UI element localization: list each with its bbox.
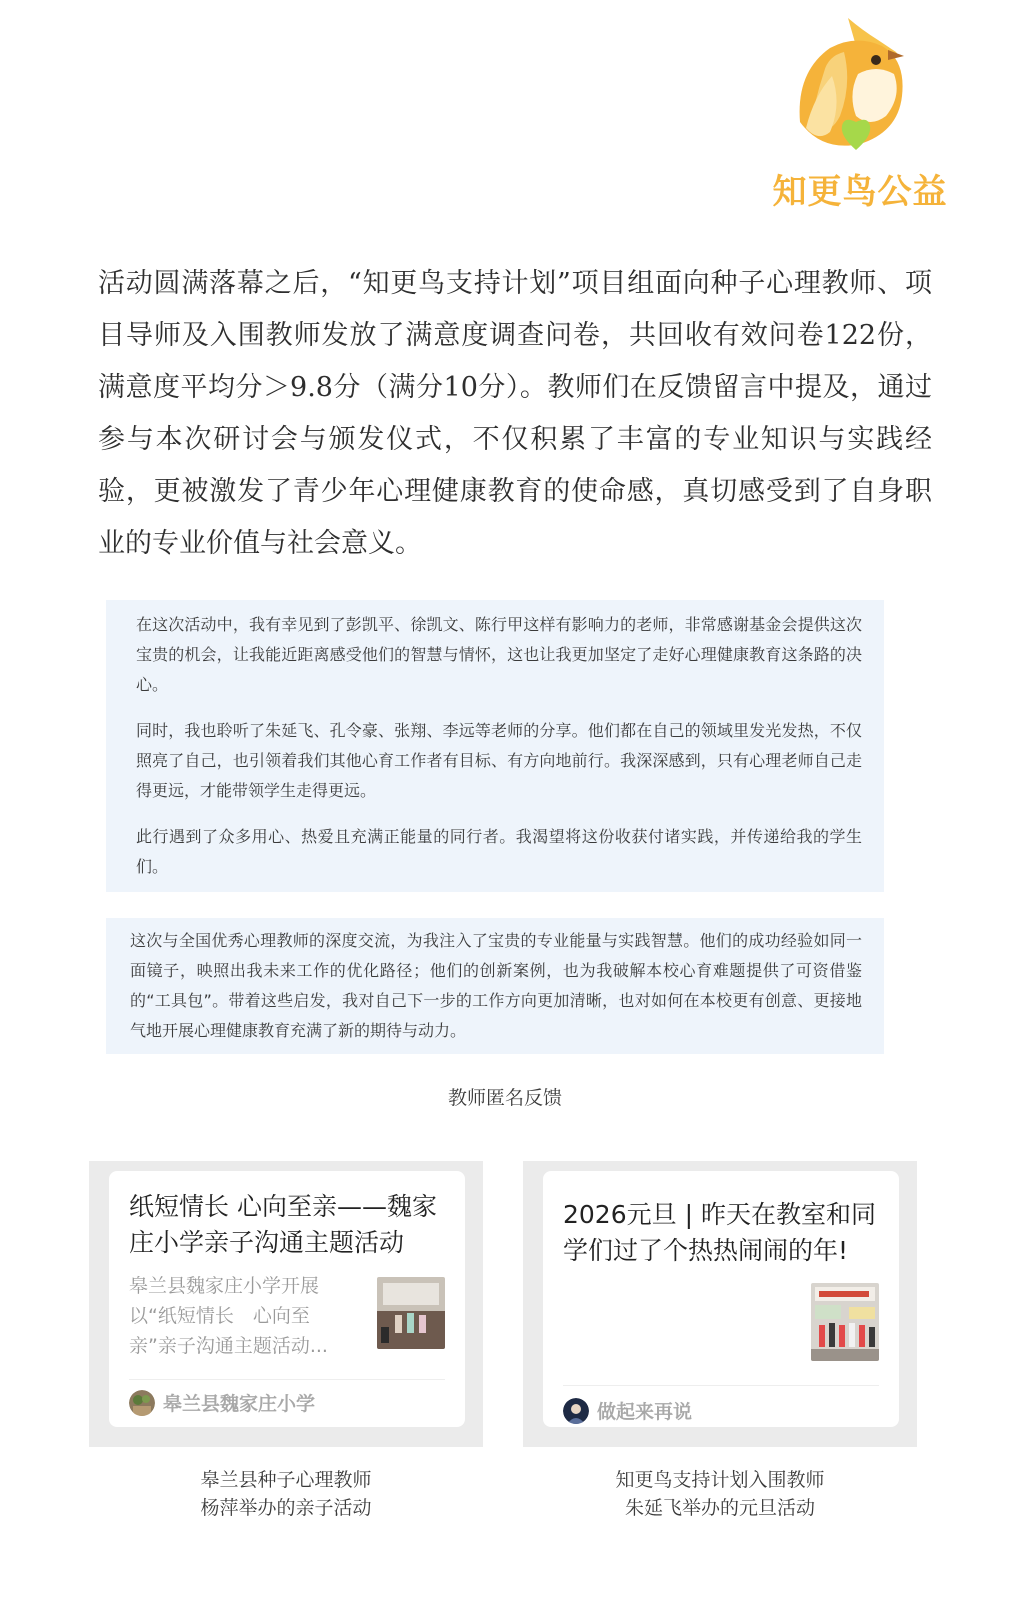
card-divider <box>129 1379 445 1380</box>
card-divider <box>563 1385 879 1386</box>
main-paragraph: 活动圆满落幕之后，“知更鸟支持计划”项目组面向种子心理教师、项目导师及入围教师发放了满意度调查问卷，共回收有效问卷122份，满意度平均分＞9.8分（满分10分）。教师们在反馈留言中提及，通过参与本次研讨会与颁发仪式，不仅积累了丰富的专业知识与实践经验，更被激发了青少年心理健康教育的使命感，真切感受到了自身职业的专业价值与社会意义。 <box>98 268 932 559</box>
avatar <box>129 1390 155 1416</box>
article-card-title[interactable]: 2026元旦 | 昨天在教室和同学们过了个热热闹闹的年! <box>563 1200 876 1265</box>
article-author[interactable] <box>129 1389 315 1416</box>
robin-bird-heart-icon <box>770 12 950 172</box>
feedback-quote-paragraph: 同时，我也聆听了朱延飞、孔令豪、张翔、李远等老师的分享。他们都在自己的领域里发光发热，不仅照亮了自己，也引领着我们其他心育工作者有目标、有方向地前行。我深深感到，只有心理老师自己走得更远，才能带领学生走得更远。 <box>136 721 862 800</box>
feedback-caption: 教师匿名反馈 <box>447 1087 562 1109</box>
card-caption-line: 皋兰县种子心理教师 <box>200 1469 372 1491</box>
article-thumbnail[interactable] <box>811 1283 879 1361</box>
avatar <box>563 1398 589 1424</box>
card-caption-line: 知更鸟支持计划入围教师 <box>615 1469 825 1491</box>
article-card-frame <box>523 1161 917 1447</box>
article-card-frame <box>89 1161 483 1447</box>
card-caption <box>89 1466 483 1522</box>
article-card-title[interactable]: 纸短情长 心向至亲——魏家庄小学亲子沟通主题活动 <box>129 1192 437 1257</box>
logo-text: 知更鸟公益 <box>772 172 948 212</box>
card-caption-line: 杨萍举办的亲子活动 <box>200 1497 372 1519</box>
brand-logo <box>770 12 950 212</box>
article-card-description: 皋兰县魏家庄小学开展以“纸短情长 心向至亲”亲子沟通主题活动... <box>129 1275 328 1357</box>
article-thumbnail[interactable] <box>377 1277 445 1349</box>
author-name: 皋兰县魏家庄小学 <box>163 1393 316 1415</box>
card-caption <box>523 1466 917 1522</box>
feedback-quote-box <box>106 600 884 892</box>
card-caption-line: 朱延飞举办的元旦活动 <box>624 1497 815 1519</box>
article-card[interactable] <box>543 1171 899 1427</box>
feedback-quote-paragraph: 在这次活动中，我有幸见到了彭凯平、徐凯文、陈行甲这样有影响力的老师，非常感谢基金会提供这次宝贵的机会，让我能近距离感受他们的智慧与情怀，这也让我更加坚定了走好心理健康教育这条路的决心。 <box>136 615 862 694</box>
feedback-quote-paragraph: 此行遇到了众多用心、热爱且充满正能量的同行者。我渴望将这份收获付诸实践，并传递给我的学生们。 <box>136 827 862 876</box>
author-name: 做起来再说 <box>597 1401 693 1423</box>
article-author[interactable] <box>563 1397 692 1424</box>
article-card[interactable] <box>109 1171 465 1427</box>
feedback-quote-paragraph: 这次与全国优秀心理教师的深度交流，为我注入了宝贵的专业能量与实践智慧。他们的成功经验如同一面镜子，映照出我未来工作的优化路径；他们的创新案例，也为我破解本校心育难题提供了可资借鉴的“工具包”。带着这些启发，我对自己下一步的工作方向更加清晰，也对如何在本校更有创意、更接地气地开展心理健康教育充满了新的期待与动力。 <box>130 931 862 1040</box>
feedback-quote-box <box>106 918 884 1054</box>
